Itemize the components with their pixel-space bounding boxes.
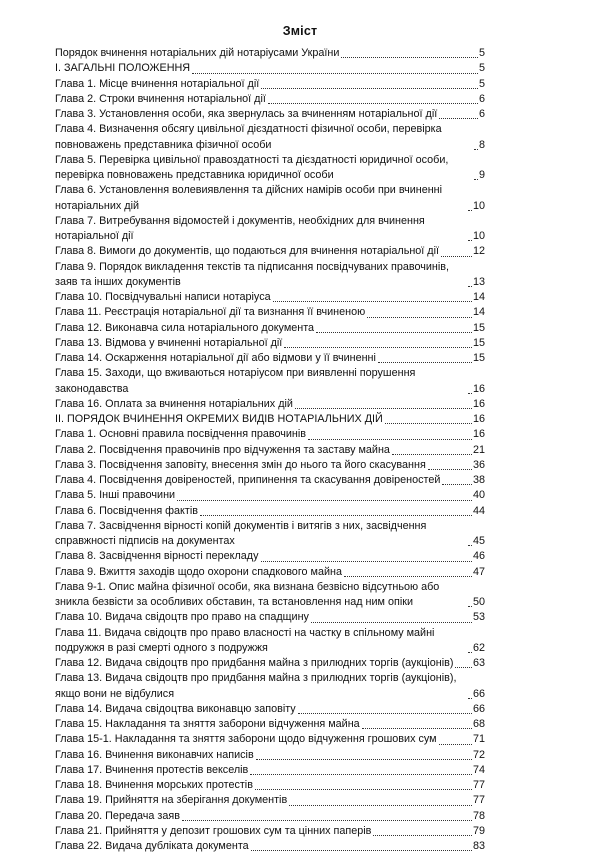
toc-entry-text: Глава 13. Видача свідоцтв про придбання майна з прилюдних торгів (аукціонів), якщо вони не відбулися — [55, 672, 457, 700]
toc-page-number: 10 — [472, 199, 485, 212]
toc-entry[interactable] — [55, 656, 485, 671]
dot-leader — [474, 149, 478, 150]
toc-page-number: 16 — [472, 413, 485, 425]
dot-leader — [250, 774, 472, 775]
toc-entry-text: Глава 11. Видача свідоцтв про право власності на частку в спільному майні подружжя в разі смерті одного з подружжя — [55, 626, 435, 654]
toc-entry-text: Глава 14. Видача свідоцтва виконавцю заповіту — [55, 702, 296, 715]
toc-title: Зміст — [282, 24, 318, 38]
toc-page-number: 16 — [472, 428, 485, 441]
toc-entry-text: Глава 12. Виконавча сила нотаріального документа — [55, 321, 315, 334]
toc-page-number: 74 — [472, 763, 485, 776]
toc-entry[interactable] — [55, 732, 485, 747]
toc-entry-text: Глава 6. Посвідчення фактів — [55, 504, 198, 517]
dot-leader — [468, 286, 472, 287]
toc-entry[interactable] — [55, 244, 485, 259]
toc-page-number: 5 — [478, 62, 485, 75]
toc-entry[interactable] — [55, 717, 485, 732]
toc-entry[interactable] — [55, 92, 485, 107]
dot-leader — [273, 301, 472, 302]
toc-entry-text: Глава 1. Основні правила посвідчення правочинів — [55, 428, 307, 441]
toc-entry[interactable] — [55, 519, 485, 550]
toc-entry[interactable] — [55, 488, 485, 503]
toc-page-number: 14 — [472, 306, 485, 319]
toc-entry[interactable] — [55, 290, 485, 305]
toc-page-number: 5 — [478, 77, 485, 90]
toc-entry[interactable] — [55, 702, 485, 717]
dot-leader — [311, 622, 472, 623]
toc-entry-text: Глава 16. Оплата за вчинення нотаріальних дій — [55, 397, 293, 410]
toc-entry-text: Глава 15. Заходи, що вживаються нотаріусом при виявленні порушення законодавства — [55, 367, 416, 395]
toc-entry-text: Глава 1. Місце вчинення нотаріальної дії — [55, 77, 260, 90]
dot-leader — [385, 423, 472, 424]
toc-page-number: 36 — [472, 458, 485, 471]
toc-page-number: 15 — [472, 352, 485, 364]
toc-page-number: 50 — [472, 596, 485, 608]
toc-entry[interactable] — [55, 214, 485, 245]
toc-entry[interactable] — [55, 473, 485, 488]
toc-page-number: 66 — [472, 702, 485, 715]
toc-page-number: 14 — [472, 291, 485, 303]
dot-leader — [316, 332, 472, 333]
toc-page-number: 79 — [472, 824, 485, 837]
toc-page-number: 68 — [472, 718, 485, 730]
toc-entry[interactable] — [55, 626, 485, 657]
dot-leader — [468, 606, 472, 607]
dot-leader — [468, 652, 472, 653]
toc-page-number: 21 — [472, 443, 485, 456]
toc-entry-text: Глава 15-1. Накладання та зняття заборони щодо відчуження грошових сум — [55, 733, 437, 746]
dot-leader — [268, 103, 478, 104]
toc-entry-text: Глава 15. Накладання та зняття заборони відчуження майна — [55, 718, 360, 730]
toc-page-number: 12 — [472, 245, 485, 258]
toc-entry[interactable] — [55, 839, 485, 854]
dot-leader — [439, 744, 472, 745]
toc-entry[interactable] — [55, 183, 485, 214]
toc-entry[interactable] — [55, 366, 485, 397]
dot-leader — [373, 835, 472, 836]
toc-entry-text: І. ЗАГАЛЬНІ ПОЛОЖЕННЯ — [55, 62, 191, 75]
toc-entry-text: Глава 8. Засвідчення вірності перекладу — [55, 550, 259, 563]
toc-page-number: 13 — [472, 275, 485, 288]
toc-page-number: 46 — [472, 550, 485, 563]
dot-leader — [468, 545, 472, 546]
toc-entry-text: Глава 12. Видача свідоцтв про придбання майна з прилюдних торгів (аукціонів) — [55, 657, 454, 669]
dot-leader — [200, 515, 472, 516]
toc-entry-text: Глава 9. Вжиття заходів щодо охорони спадкового майна — [55, 565, 342, 578]
toc-page-number: 53 — [472, 611, 485, 624]
dot-leader — [261, 561, 472, 562]
toc-entry-text: Глава 3. Посвідчення заповіту, внесення змін до нього та його скасування — [55, 458, 426, 471]
dot-leader — [468, 240, 472, 241]
toc-entry[interactable] — [55, 397, 485, 412]
toc-page-number: 9 — [478, 169, 485, 181]
dot-leader — [289, 805, 472, 806]
toc-page-number: 16 — [472, 382, 485, 395]
toc-entry[interactable] — [55, 793, 485, 808]
toc-entry-text: Глава 20. Передача заяв — [55, 809, 180, 822]
toc-entry-text: Глава 17. Вчинення протестів векселів — [55, 763, 249, 776]
toc-entry-text: Глава 9. Порядок викладення текстів та підписання посвідчуваних правочинів, заяв та інших документів — [55, 260, 449, 288]
toc-entry-text: Глава 7. Витребування відомостей і документів, необхідних для вчинення нотаріальної дії — [55, 214, 425, 242]
dot-leader — [298, 713, 472, 714]
dot-leader — [344, 576, 472, 577]
toc-entry[interactable] — [55, 77, 485, 92]
dot-leader — [455, 667, 472, 668]
toc-entry[interactable] — [55, 336, 485, 351]
toc-page-number: 77 — [472, 779, 485, 791]
toc-page-number: 45 — [472, 535, 485, 547]
dot-leader — [428, 469, 472, 470]
toc-entry-text: Глава 8. Вимоги до документів, що подаються для вчинення нотаріальної дії — [55, 245, 440, 258]
dot-leader — [378, 362, 472, 363]
toc-page-number: 6 — [478, 92, 485, 105]
table-of-contents — [55, 46, 485, 854]
dot-leader — [177, 500, 472, 501]
toc-entry[interactable] — [55, 305, 485, 320]
toc-page-number: 72 — [472, 748, 485, 761]
toc-page-number: 83 — [472, 840, 485, 852]
toc-page-number: 38 — [472, 474, 485, 486]
toc-entry[interactable] — [55, 412, 485, 427]
toc-entry[interactable] — [55, 153, 485, 184]
toc-entry-text: Глава 18. Вчинення морських протестів — [55, 779, 253, 791]
toc-entry[interactable] — [55, 778, 485, 793]
dot-leader — [295, 408, 472, 409]
toc-entry[interactable] — [55, 824, 485, 839]
toc-page-number: 71 — [472, 733, 485, 746]
toc-entry[interactable] — [55, 427, 485, 442]
toc-page-number: 63 — [472, 657, 485, 669]
dot-leader — [362, 728, 472, 729]
dot-leader — [439, 118, 478, 119]
dot-leader — [442, 484, 472, 485]
toc-page-number: 8 — [478, 138, 485, 151]
toc-entry-text: Глава 13. Відмова у вчиненні нотаріальної дії — [55, 336, 283, 349]
toc-page-number: 66 — [472, 687, 485, 700]
toc-page-number: 10 — [472, 230, 485, 242]
toc-entry[interactable] — [55, 122, 485, 153]
toc-entry[interactable] — [55, 565, 485, 580]
toc-entry-text: Порядок вчинення нотаріальних дій нотаріусами України — [55, 47, 340, 59]
toc-entry[interactable] — [55, 46, 485, 61]
toc-entry-text: Глава 4. Визначення обсягу цивільної дієздатності фізичної особи, перевірка повноважень представника фізичної особи — [55, 123, 442, 151]
toc-entry-text: ІІ. ПОРЯДОК ВЧИНЕННЯ ОКРЕМИХ ВИДІВ НОТАРІАЛЬНИХ ДІЙ — [55, 413, 383, 425]
dot-leader — [441, 256, 472, 257]
toc-entry-text: Глава 16. Вчинення виконавчих написів — [55, 748, 254, 761]
toc-entry-text: Глава 10. Видача свідоцтв про право на спадщину — [55, 611, 309, 624]
toc-entry[interactable] — [55, 458, 485, 473]
dot-leader — [392, 454, 472, 455]
toc-entry[interactable] — [55, 549, 485, 564]
toc-page-number: 15 — [472, 336, 485, 349]
toc-entry-text: Глава 14. Оскарження нотаріальної дії або відмови у її вчиненні — [55, 352, 376, 364]
toc-entry[interactable] — [55, 763, 485, 778]
toc-entry-text: Глава 22. Видача дублікатa документа — [55, 840, 249, 852]
toc-entry-text: Глава 6. Установлення волевиявлення та дійсних намірів особи при вчиненні нотаріальних дій — [55, 184, 443, 212]
dot-leader — [341, 57, 478, 58]
dot-leader — [468, 698, 472, 699]
dot-leader — [468, 393, 472, 394]
toc-page-number: 16 — [472, 397, 485, 410]
dot-leader — [182, 820, 472, 821]
toc-entry[interactable] — [55, 504, 485, 519]
toc-page-number: 78 — [472, 809, 485, 822]
toc-page-number: 15 — [472, 321, 485, 334]
toc-page-number: 6 — [478, 108, 485, 120]
toc-entry[interactable] — [55, 580, 485, 611]
toc-entry-text: Глава 2. Строки вчинення нотаріальної дії — [55, 92, 266, 105]
toc-entry-text: Глава 5. Перевірка цивільної правоздатності та дієздатності юридичної особи, перевірка повноважень представника юридичної особи — [55, 153, 449, 181]
toc-entry[interactable] — [55, 443, 485, 458]
dot-leader — [468, 210, 472, 211]
toc-entry-text: Глава 5. Інші правочини — [55, 489, 176, 502]
toc-page-number: 62 — [472, 641, 485, 654]
toc-entry[interactable] — [55, 610, 485, 625]
dot-leader — [251, 850, 472, 851]
toc-page-number: 5 — [478, 47, 485, 59]
toc-page-number: 47 — [472, 565, 485, 578]
toc-entry-text: Глава 3. Установлення особи, яка звернулась за вчиненням нотаріальної дії — [55, 108, 438, 120]
toc-entry-text: Глава 11. Реєстрація нотаріальної дії та визнання її вчиненою — [55, 306, 366, 319]
toc-entry-text: Глава 10. Посвідчувальні написи нотаріуса — [55, 291, 271, 303]
toc-entry[interactable] — [55, 61, 485, 76]
dot-leader — [261, 88, 478, 89]
toc-entry-text: Глава 4. Посвідчення довіреностей, припинення та скасування довіреностей — [55, 474, 441, 486]
toc-entry[interactable] — [55, 671, 485, 702]
toc-entry-text: Глава 2. Посвідчення правочинів про відчуження та заставу майна — [55, 443, 390, 456]
toc-page-number: 44 — [472, 504, 485, 517]
toc-page-number: 77 — [472, 794, 485, 807]
dot-leader — [367, 317, 472, 318]
dot-leader — [256, 759, 472, 760]
dot-leader — [255, 789, 472, 790]
toc-entry-text: Глава 19. Прийняття на зберігання документів — [55, 794, 288, 807]
toc-page-number: 40 — [472, 489, 485, 502]
dot-leader — [308, 439, 472, 440]
toc-entry-text: Глава 21. Прийняття у депозит грошових сум та цінних паперів — [55, 824, 372, 837]
dot-leader — [474, 179, 478, 180]
toc-entry[interactable] — [55, 809, 485, 824]
toc-entry[interactable] — [55, 748, 485, 763]
toc-entry[interactable] — [55, 260, 485, 291]
toc-entry[interactable] — [55, 107, 485, 122]
toc-entry[interactable] — [55, 321, 485, 336]
toc-entry-text: Глава 9-1. Опис майна фізичної особи, яка визнана безвісно відсутньою або зникла безвісти за особливих обставин, та встановлення над ним опіки — [55, 580, 440, 608]
toc-entry[interactable] — [55, 351, 485, 366]
dot-leader — [192, 73, 478, 74]
toc-entry-text: Глава 7. Засвідчення вірності копій документів і витягів з них, засвідчення справжності підписів на документах — [55, 519, 427, 547]
dot-leader — [284, 347, 472, 348]
